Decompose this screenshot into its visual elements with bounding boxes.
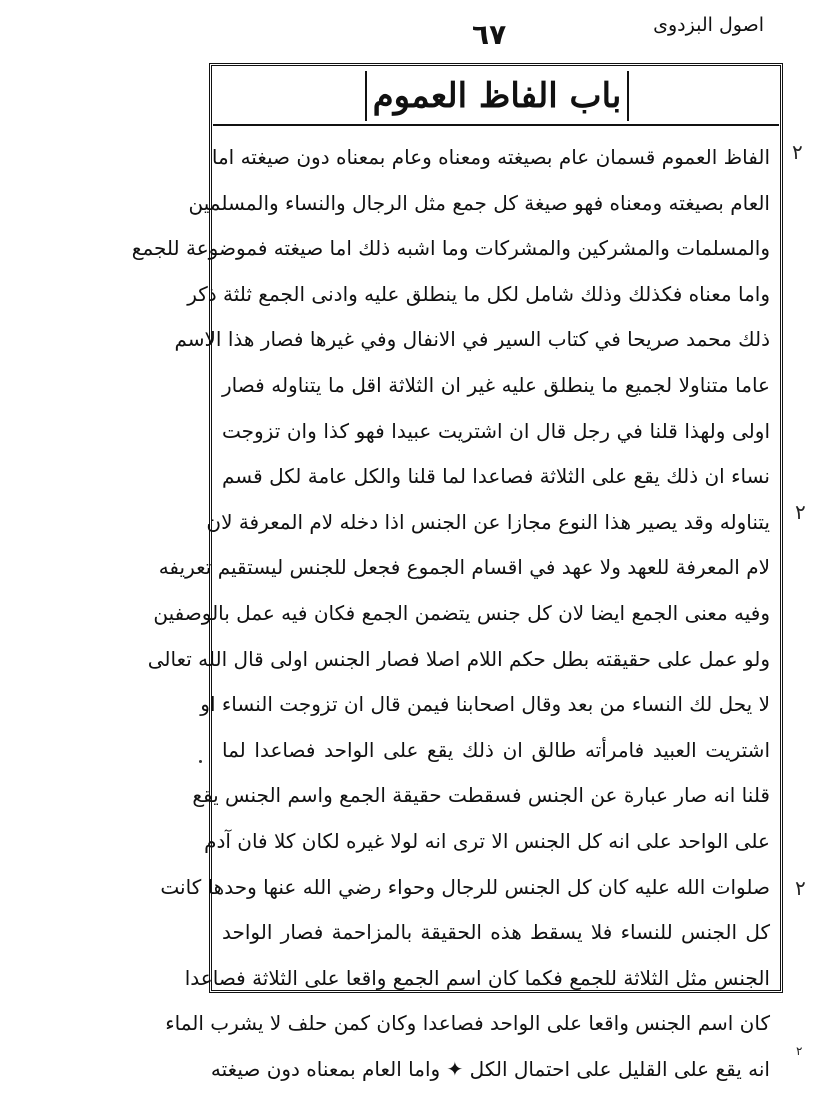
text-line: كان اسم الجنس واقعا على الواحد فصاعدا وكان كمن حلف لا يشرب الماء: [165, 1011, 770, 1036]
margin-dot: [199, 760, 202, 763]
text-line: لام المعرفة للعهد ولا عهد في اقسام الجموع فجعل للجنس ليستقيم تعريفه: [158, 555, 770, 580]
chapter-heading-box: [213, 67, 779, 126]
text-line: يتناوله وقد يصير هذا النوع مجازا عن الجنس اذا دخله لام المعرفة لان: [206, 509, 770, 534]
text-line: ذلك محمد صريحا في كتاب السير في الانفال وفي غيرها فصار هذا الاسم: [174, 327, 770, 352]
margin-mark: ٢: [795, 500, 806, 524]
book-title: اصول البزدوی: [653, 14, 764, 36]
text-line: والمسلمات والمشركين والمشركات وما اشبه ذلك اما صيغته فموضوعة للجمع: [131, 236, 770, 261]
text-line: الجنس مثل الثلاثة للجمع فكما كان اسم الجمع واقعا على الثلاثة فصاعدا: [184, 965, 770, 990]
text-line: اشتريت العبيد فامرأته طالق ان ذلك يقع على الواحد فصاعدا لما: [222, 737, 770, 762]
text-line: العام بصيغته ومعناه فهو صيغة كل جمع مثل الرجال والنساء والمسلمين: [188, 190, 770, 215]
chapter-heading: باب الفاظ العموم: [372, 76, 622, 116]
text-line: لا يحل لك النساء من بعد وقال اصحابنا فيمن قال ان تزوجت النساء او: [200, 692, 770, 717]
chapter-heading-cartouche: [365, 71, 629, 121]
text-line: عاما متناولا لجميع ما ينطلق عليه غير ان الثلاثة اقل ما يتناوله فصار: [222, 372, 770, 397]
text-line: صلوات الله عليه كان كل الجنس للرجال وحواء رضي الله عنها وحدها كانت: [160, 874, 770, 899]
text-line: الفاظ العموم قسمان عام بصيغته ومعناه وعام بمعناه دون صيغته اما: [211, 145, 770, 169]
margin-mark: ٢: [792, 140, 803, 164]
text-line: نساء ان ذلك يقع على الثلاثة فصاعدا لما قلنا والكل عامة لكل قسم: [222, 464, 770, 489]
body-text: [131, 135, 770, 1092]
margin-mark: ٢: [796, 1044, 803, 1058]
text-line: وفيه معنى الجمع ايضا لان كل جنس يتضمن الجمع فكان فيه عمل بالوصفين: [153, 600, 770, 625]
text-line: اولى ولهذا قلنا في رجل قال ان اشتريت عبيدا فهو كذا وان تزوجت: [222, 418, 770, 443]
text-line: قلنا انه صار عبارة عن الجنس فسقطت حقيقة الجمع واسم الجنس يقع: [192, 783, 770, 808]
text-line: ولو عمل على حقيقته بطل حكم اللام اصلا فصار الجنس اولى قال الله تعالى: [147, 646, 770, 671]
margin-mark: ٢: [795, 876, 806, 900]
text-line: كل الجنس للنساء فلا يسقط هذه الحقيقة بالمزاحمة فصار الواحد: [222, 920, 770, 945]
text-line: على الواحد على انه كل الجنس الا ترى انه لولا غيره لكان كلا فان آدم: [204, 828, 770, 853]
page-number: ٦٧: [472, 18, 507, 51]
text-line: انه يقع على القليل على احتمال الكل ✦ واما العام بمعناه دون صيغته: [210, 1056, 770, 1081]
text-line: واما معناه فكذلك وذلك شامل لكل ما ينطلق عليه وادنى الجمع ثلثة ذكر: [187, 281, 770, 306]
